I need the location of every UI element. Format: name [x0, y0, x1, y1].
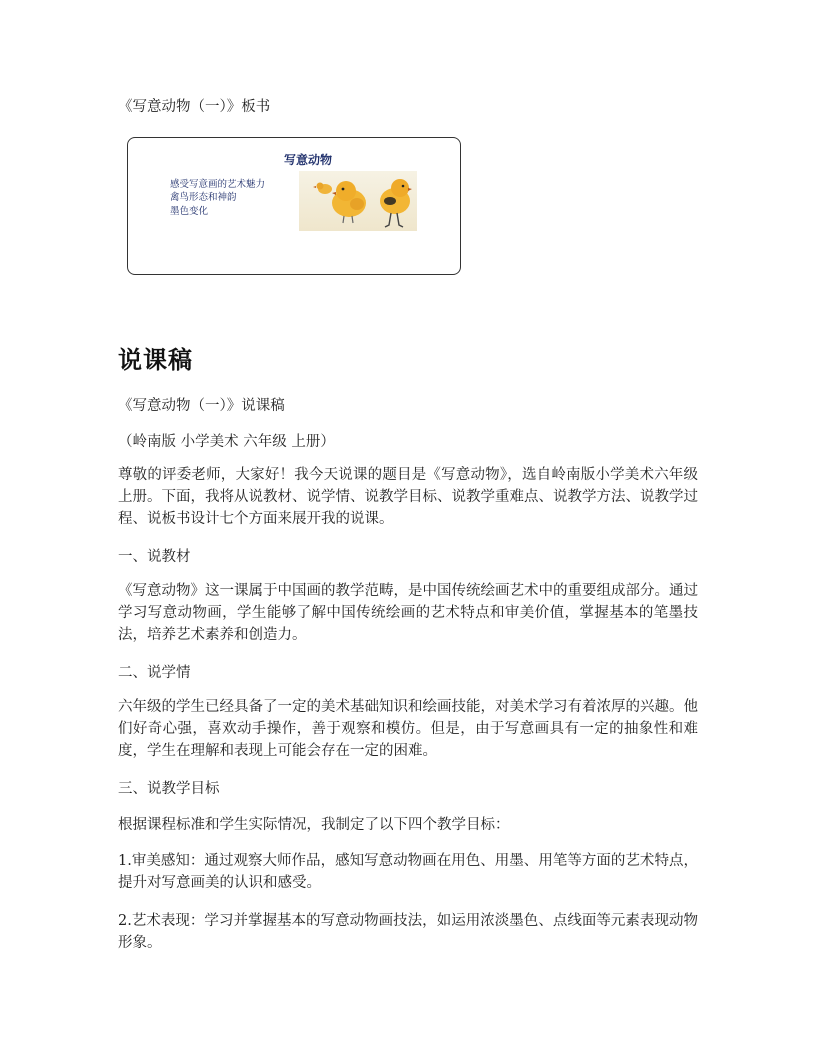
document-title: 《写意动物（一）》说课稿	[118, 398, 285, 414]
board-point-2: 禽鸟形态和神韵	[170, 192, 237, 203]
page-heading: 说课稿	[118, 345, 193, 374]
section-1-paragraph: 《写意动物》这一课属于中国画的教学范畴，是中国传统绘画艺术中的重要组成部分。通过学习写意动物画，学生能够了解中国传统绘画的艺术特点和审美价值，掌握基本的笔墨技法，培养艺术素养和创造力。	[118, 583, 698, 643]
board-caption: 《写意动物（一）》板书	[118, 99, 271, 115]
intro-paragraph: 尊敬的评委老师，大家好！我今天说课的题目是《写意动物》，选自岭南版小学美术六年级上册。下面，我将从说教材、说学情、说教学目标、说教学重难点、说教学方法、说教学过程、说板书设计七个方面来展开我的说课。	[118, 467, 698, 527]
board-title: 写意动物	[283, 153, 332, 167]
section-2-paragraph: 六年级的学生已经具备了一定的美术基础知识和绘画技能，对美术学习有着浓厚的兴趣。他们好奇心强，喜欢动手操作，善于观察和模仿。但是，由于写意画具有一定的抽象性和难度，学生在理解和表现上可能会存在一定的困难。	[118, 699, 698, 759]
section-1-heading: 一、说教材	[118, 549, 191, 565]
goal-2-paragraph: 2.艺术表现：学习并掌握基本的写意动物画技法，如运用浓淡墨色、点线面等元素表现动物形象。	[118, 913, 698, 951]
board-point-1: 感受写意画的艺术魅力	[170, 179, 266, 190]
board-point-3: 墨色变化	[170, 206, 209, 217]
chick-illustration-icon	[299, 171, 417, 231]
section-3-intro: 根据课程标准和学生实际情况，我制定了以下四个教学目标：	[118, 817, 510, 833]
chick-painting-image	[299, 171, 417, 231]
document-subtitle: （岭南版 小学美术 六年级 上册）	[118, 434, 335, 450]
blackboard-design	[127, 137, 461, 275]
section-3-heading: 三、说教学目标	[118, 781, 220, 797]
goal-1-paragraph: 1.审美感知：通过观察大师作品，感知写意动物画在用色、用墨、用笔等方面的艺术特点，提升对写意画美的认识和感受。	[118, 853, 698, 891]
section-2-heading: 二、说学情	[118, 665, 191, 681]
